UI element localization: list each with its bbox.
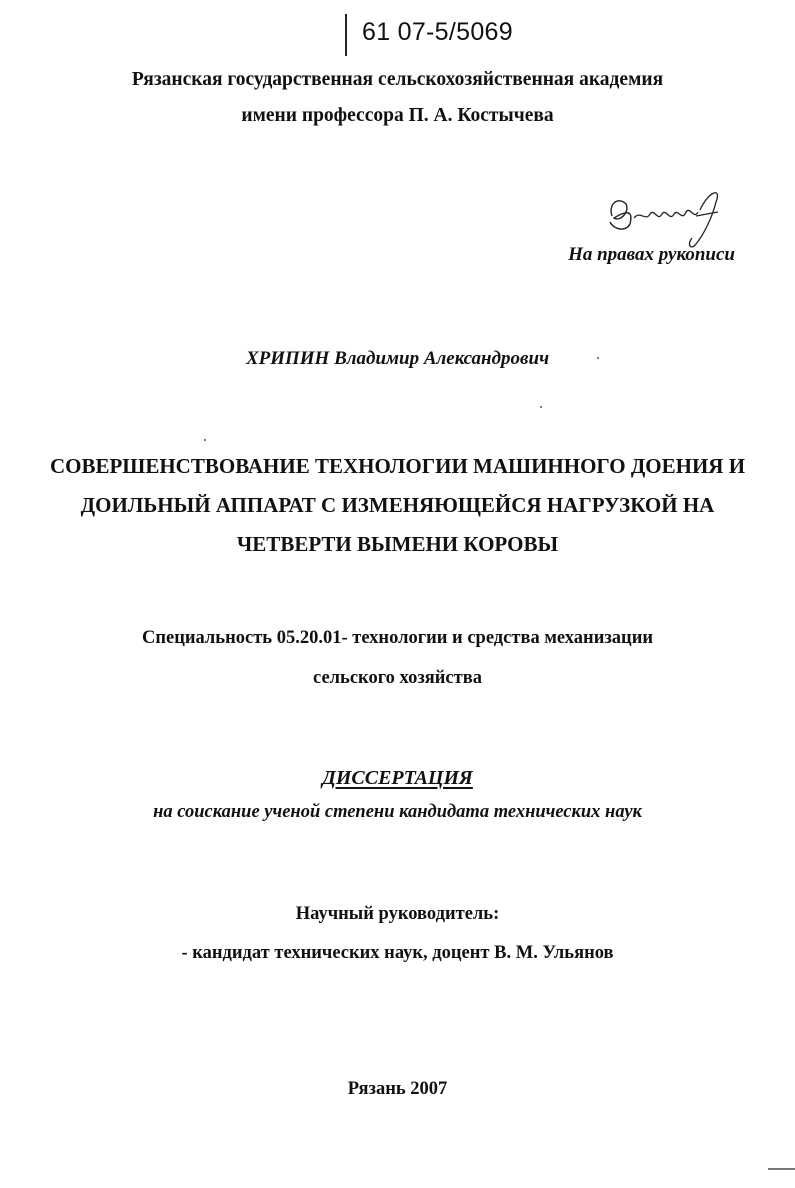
- scan-speck: [204, 439, 206, 441]
- specialty: [0, 618, 795, 698]
- institution-line-2: имени профессора П. А. Костычева: [241, 105, 554, 126]
- institution-line-1: Рязанская государственная сельскохозяйственная академия: [131, 69, 664, 90]
- title-line: ЧЕТВЕРТИ ВЫМЕНИ КОРОВЫ: [236, 532, 559, 556]
- manuscript-note: На правах рукописи: [568, 244, 735, 265]
- stamp-bar: [345, 14, 347, 56]
- title-line: ДОИЛЬНЫЙ АППАРАТ С ИЗМЕНЯЮЩЕЙСЯ НАГРУЗКОЙ НА: [80, 493, 715, 517]
- scan-speck: [540, 406, 542, 408]
- specialty-line-1: Специальность 05.20.01- технологии и средства механизации: [141, 628, 654, 648]
- library-stamp-number: 61 07-5/5069: [362, 18, 513, 46]
- city-year: Рязань 2007: [347, 1079, 448, 1099]
- document-type: ДИССЕРТАЦИЯ: [322, 767, 473, 789]
- supervisor-name: - кандидат технических наук, доцент В. М. Ульянов: [181, 943, 614, 963]
- degree-line: на соискание ученой степени кандидата технических наук: [153, 802, 642, 822]
- author-name: [0, 348, 795, 370]
- title-line: СОВЕРШЕНСТВОВАНИЕ ТЕХНОЛОГИИ МАШИННОГО ДОЕНИЯ И: [49, 454, 746, 478]
- scan-speck: [597, 357, 599, 359]
- dissertation-title: [0, 447, 795, 564]
- author-surname: ХРИПИН: [245, 348, 330, 369]
- author-given-names: Владимир Александрович: [334, 348, 550, 369]
- scan-edge-mark: [768, 1168, 795, 1170]
- supervisor-label: Научный руководитель:: [295, 904, 500, 924]
- specialty-line-2: сельского хозяйства: [313, 668, 482, 688]
